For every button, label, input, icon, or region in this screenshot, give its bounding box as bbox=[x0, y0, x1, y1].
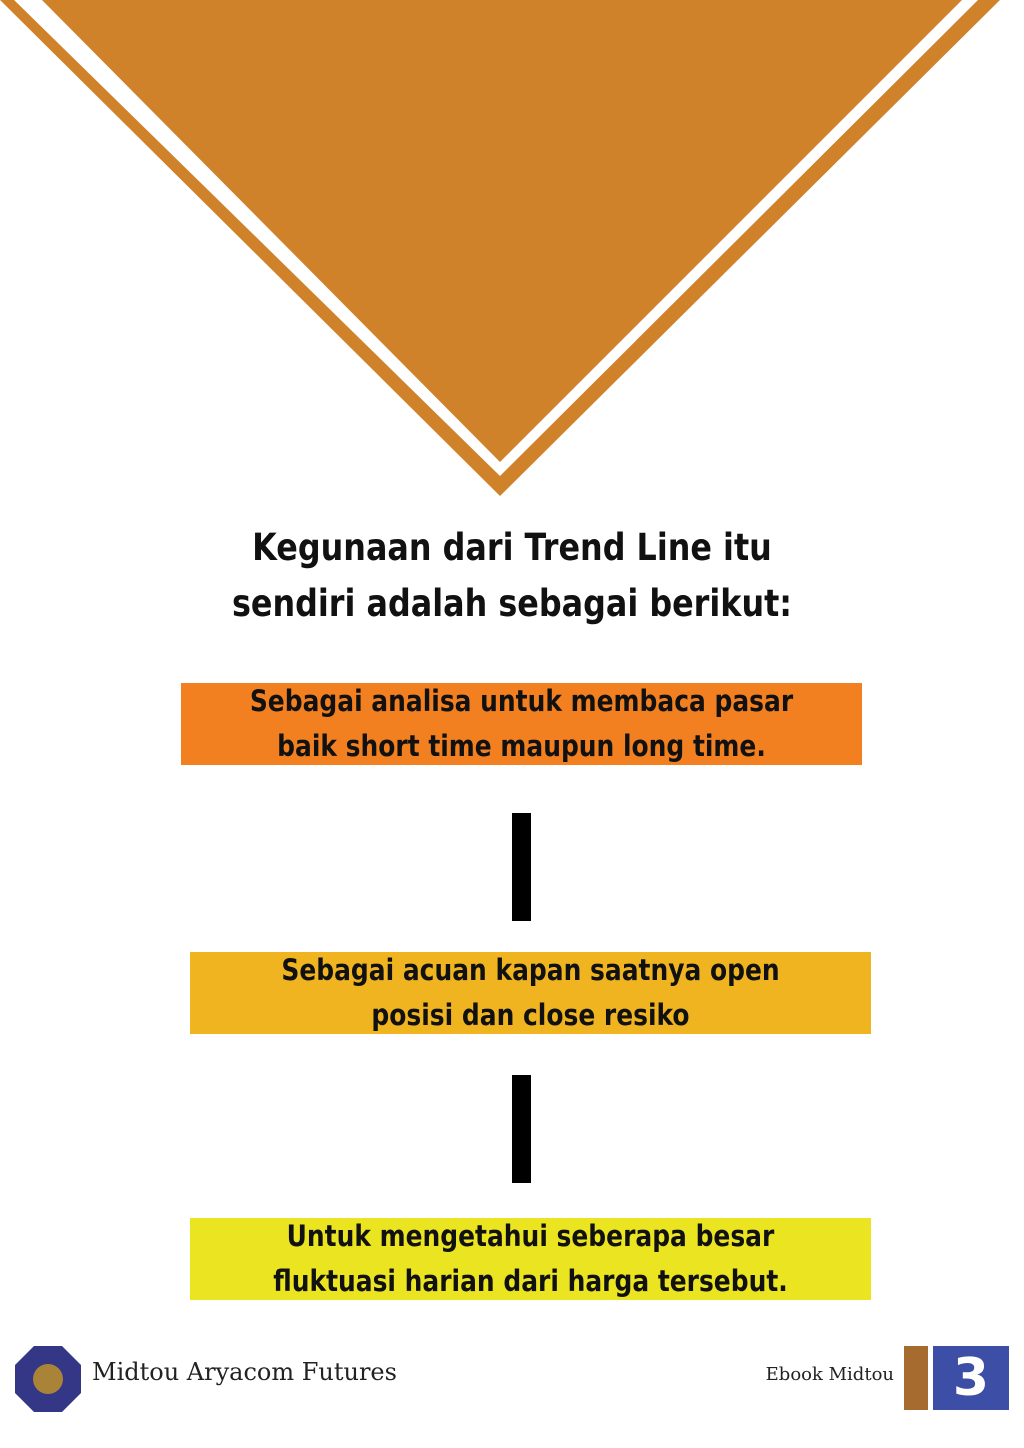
step-1-text: Sebagai analisa untuk membaca pasar baik short time maupun long time. bbox=[249, 684, 794, 763]
header-triangle-graphic bbox=[0, 0, 1024, 500]
step-box-1 bbox=[181, 683, 862, 765]
page-accent-bar bbox=[904, 1346, 928, 1410]
step-3-text: Untuk mengetahui seberapa besar fluktuasi harian dari harga tersebut. bbox=[273, 1219, 788, 1298]
step-connector-1 bbox=[512, 813, 531, 921]
step-connector-2 bbox=[512, 1075, 531, 1183]
page-number: 3 bbox=[933, 1346, 1009, 1410]
step-box-3 bbox=[190, 1218, 871, 1300]
step-box-2 bbox=[190, 952, 871, 1034]
page-heading: Kegunaan dari Trend Line itu sendiri adalah sebagai berikut: bbox=[231, 526, 793, 625]
octagon-logo-icon bbox=[15, 1346, 81, 1412]
ebook-label: Ebook Midtou bbox=[765, 1364, 894, 1385]
step-2-text: Sebagai acuan kapan saatnya open posisi dan close resiko bbox=[281, 953, 780, 1032]
company-name: Midtou Aryacom Futures bbox=[92, 1358, 397, 1386]
